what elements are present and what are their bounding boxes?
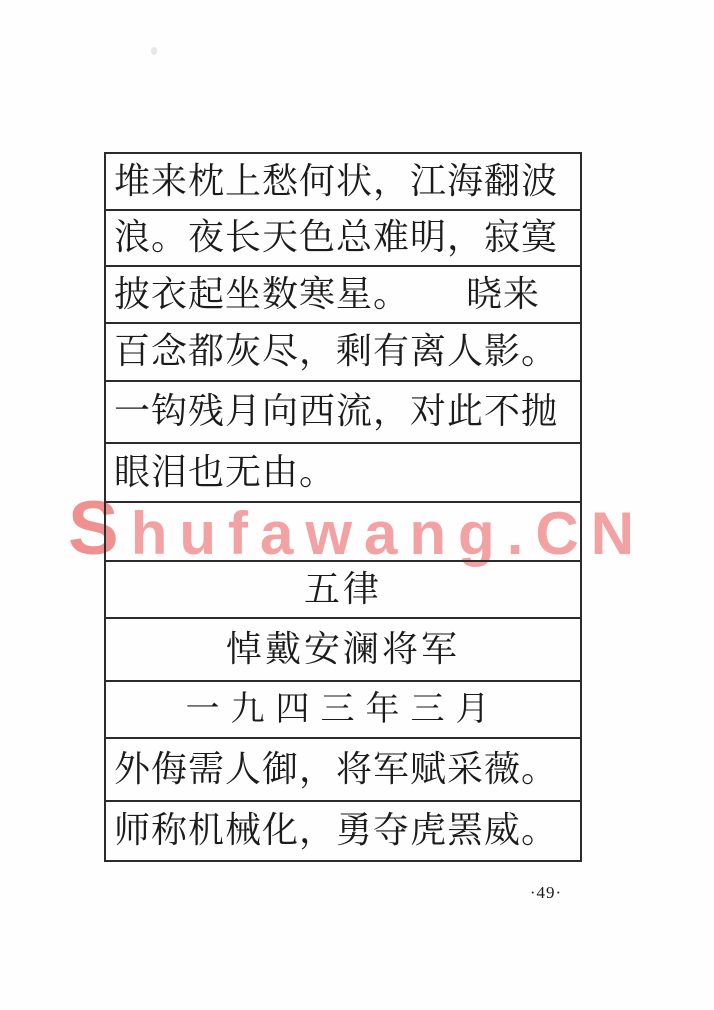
poem-title-text: 悼戴安澜将军 <box>225 628 460 670</box>
poem-line <box>106 211 580 267</box>
poem-line-text: 披衣起坐数寒星。 晓来 <box>114 273 541 315</box>
poem-line <box>106 802 580 860</box>
poem-line <box>106 382 580 444</box>
poem-date-text: 一九四三年三月 <box>185 688 501 729</box>
poem-line-text: 一钩残月向西流，对此不抛 <box>114 391 559 433</box>
poem-form-title <box>106 562 580 619</box>
poem-date <box>106 682 580 739</box>
poem-line <box>106 267 580 324</box>
calligraphy-grid <box>104 152 582 862</box>
poem-line <box>106 739 580 802</box>
empty-row <box>106 503 580 562</box>
poem-line-text: 师称机械化，勇夺虎罴威。 <box>114 810 559 852</box>
poem-line <box>106 444 580 503</box>
poem-line-text: 堆来枕上愁何状，江海翻波 <box>114 160 559 202</box>
site-watermark: Shufawang.CN <box>68 486 647 571</box>
poem-line <box>106 154 580 211</box>
poem-line-text: 百念都灰尽，剩有离人影。 <box>114 331 559 373</box>
poem-line <box>106 324 580 382</box>
poem-line-text: 眼泪也无由。 <box>114 451 337 493</box>
scan-speck <box>151 47 157 55</box>
poem-title <box>106 619 580 682</box>
poem-line-text: 外侮需人御，将军赋采薇。 <box>114 748 559 790</box>
poem-form-title-text: 五律 <box>303 568 382 610</box>
page-number: ·49· <box>529 883 563 902</box>
poem-line-text: 浪。夜长天色总难明，寂寞 <box>114 217 559 259</box>
